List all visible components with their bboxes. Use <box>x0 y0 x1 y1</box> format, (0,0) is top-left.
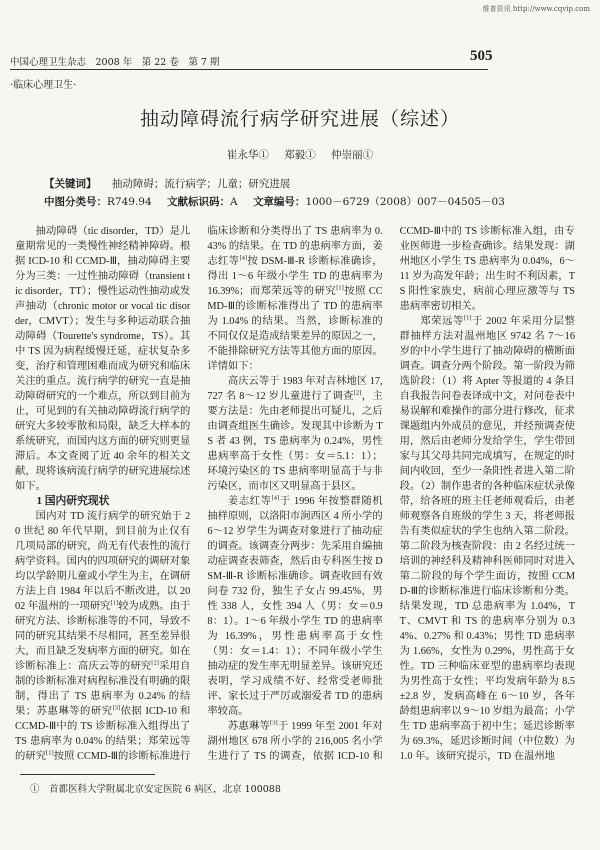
running-header-journal: 中国心理卫生杂志 2008 年 第 22 卷 第 7 期 <box>10 57 220 68</box>
article-number-label: 文章编号： <box>252 196 306 208</box>
footnote-affiliation: ① 首都医科大学附属北京安定医院 6 病区，北京 100088 <box>30 784 281 795</box>
citation-ref: [1] <box>336 284 344 292</box>
citation-ref: [4] <box>271 494 280 502</box>
section-heading: 1 国内研究现状 <box>36 495 110 507</box>
clc-value: R749.94 <box>107 196 152 208</box>
keywords-value: 抽动障碍；流行病学；儿童；研究进展 <box>111 178 291 190</box>
author-list <box>0 147 600 162</box>
header-rule <box>10 69 488 70</box>
paragraph: 高庆云等于 1983 年对吉林地区 17,727 名 8～12 岁儿童进行了调查[2]，主要方法是：先由老师提出可疑儿，之后由调查组医生确诊。发现其中诊断为 TS 者 43 例，TS 患病率为 0.24%，男性患病率高于女性（男：女＝5.1：1）；环境污染区的 TS 患病率明显高于与非污染区，而市区又明显高于县区。 <box>207 376 383 492</box>
doc-code-label: 文献标识码： <box>167 196 230 208</box>
paragraph: 姜志红等[4]于 1996 年按整群随机抽样原则，以洛阳市涧西区 4 所小学的 6～12 岁学生为调查对象进行了抽动症的调查。该调查分两步：先采用自编抽动症调查表筛查，然后由专科医生按 DSM-Ⅲ-R 诊断标准确诊。调查收回有效问卷 732 份，独生子女占 99.45%，男性 338 人，女性 394 人（男：女＝0.98：1）。1～6 年级小学生 TD 的患病率为 16.39%，男性患病率高于女性（男：女＝1.4：1）；不同年级小学生抽动症的发生率无明显差异。该研究还表明，学习成绩不好、经常受老师批评、家长过于严厉或溺爱者 TD 的患病率较高。 <box>207 494 383 717</box>
footnote-rule <box>20 774 155 775</box>
clc-label: 中图分类号： <box>44 196 107 208</box>
citation-ref: [4] <box>239 254 248 262</box>
main-content <box>15 224 575 795</box>
paragraph: 国内对 TD 流行病学的研究始于 20 世纪 80 年代早期，到目前为止仅有几项局部的研究，尚无有代表性的流行病学资料。国内的四项研究的调研对象均以学龄期儿童或小学生为主，在调研方法上自 1984 年以后不断改进，以 2002 年温州的一项研究[1]较为成熟。由于研究方法、诊断标准等的不同，导致不同的研究其结果不尽相同，甚至差异很大，而且缺乏发病率方面的研究。如在诊断标准上：高庆云等的研究[2]采用自制的诊断标准对病程标准没有明确的限制，得出了 TS 患病率为 0.24% 的结果；苏惠琳等的研究[3]依据 ICD-10 和 CCMD-Ⅲ中的 TS 诊断标准入组得出了 TS 患病率为 0.04% 的结果；郑荣远等的研究[1]按照 CCMD-Ⅲ的诊断标准进行临床诊断和分类得出了 TS 患病率为 0.43% 的结果。在 TD 的患病率方面，姜志红等[4]按 DSM-Ⅲ-R 诊断标准确诊，得出 1～6 年级小学生 TD 的患病率为 16.39%；而郑荣远等的研究[1]按照 CCMD-Ⅲ的诊断标准得出了 TD 的患病率为 1.04% 的结果。当然，诊断标准的不同仅仅是造成结果差异的原因之一，不能排除研究方法等其他方面的原因。详情如下： <box>15 226 383 762</box>
citation-ref: [2] <box>151 659 159 667</box>
citation-ref: [3] <box>112 704 121 712</box>
author: 崔永华① <box>226 149 269 161</box>
citation-ref: [2] <box>353 389 362 397</box>
article-title: 抽动障碍流行病学研究进展（综述） <box>139 108 460 130</box>
author: 仲崇丽① <box>331 149 374 161</box>
article-body <box>15 224 575 764</box>
keywords-label: 【关键词】 <box>44 178 97 190</box>
watermark-text: 维普资讯 http://www.cqvip.com <box>482 5 590 13</box>
article-number-value: 1000－6729（2008）007－04505－03 <box>305 196 505 208</box>
page-number: 505 <box>470 48 493 64</box>
citation-ref: [1] <box>110 599 119 607</box>
citation-ref: [1] <box>46 749 54 757</box>
paragraph: 郑荣远等[1]于 2002 年采用分层整群抽样方法对温州地区 9742 名 7～16 岁的中小学生进行了抽动障碍的横断面调查。调查分两个阶段。第一阶段为筛选阶段：（1）将 Apter 等报道的 4 条目自我报告问卷表译成中文，对问卷表中易误解和难操作的部分进行修改，征求课题组内外成员的意见，并经预调查使用，然后由老师分发给学生，学生带回家与其父母共同完成填写，在规定的时间内收回，至少一条阳性者进入第二阶段。（2）制作患者的各种临床症状录像带，给各班的班主任老师观看后，由老师观察各自班级的学生 3 天，将老师报告有类似症状的学生也纳入第二阶段。第二阶段为核查阶段：由 2 名经过统一培训的神经科及精神科医师同时对进入第二阶段的每个学生面访，按照 CCMD-Ⅲ的诊断标准进行临床诊断和分类。结果发现，TD 总患病率为 1.04%，TT、CMVT 和 TS 的患病率分别为 0.34%、0.27% 和 0.43%；男性 TD 患病率为 1.66%，女性为 0.29%，男性高于女性。TD 三种临床亚型的患病率均表现为男性高于女性；平均发病年龄为 8.5±2.8 岁，发病高峰在 6～10 岁，各年龄组患病率以 9～10 岁组为最高；小学生 TD 患病率高于初中生；延迟诊断率为 69.3%，延迟诊断时间（中位数）为 1.0 年。该研究提示，TD 在温州地 <box>399 314 575 762</box>
classification-line <box>44 194 505 209</box>
doc-code-value: A <box>230 196 238 208</box>
author: 郑毅① <box>284 149 316 161</box>
paragraph-intro: 抽动障碍（tic disorder，TD）是儿童期常见的一类慢性神经精神障碍。根据 ICD-10 和 CCMD-Ⅲ，抽动障碍主要分为三类：一过性抽动障碍（transient tic disorder，TT）；慢性运动性抽动或发声抽动（chronic motor or vocal tic disorder，CMVT）；发生与多种运动联合抽动障碍（Tourette's syndrome，TS）。其中 TS 因为病程缓慢迁延，症状复杂多变，治疗和管理困难而成为研究和临床关注的重点。流行病学的研究一直是抽动障碍研究的一个难点，所以到目前为止，可见到的有关抽动障碍流行病学的研究大多较零散和局限，缺乏大样本的系统研究，而国内这方面的研究则更显滞后。本文查阅了近 40 余年的相关文献，现将该病流行病学的研究进展综述如下。 <box>15 226 191 492</box>
paragraph: 苏惠琳等[3]于 1999 年至 2001 年对湖州地区 678 所小学的 216,005 名小学生进行了 TS 的调查，依据 ICD-10 和 CCMD-Ⅲ中的 TS 诊断标准入组，由专业医师进一步检查确诊。结果发现：湖州地区小学生 TS 患病率为 0.04%，6～11 岁为高发年龄；出生时不利因素，TS 阳性家族史，病前心理应激等与 TS 患病率密切相关。 <box>207 226 575 762</box>
citation-ref: [1] <box>463 314 472 322</box>
citation-ref: [3] <box>270 719 278 727</box>
section-label: ·临床心理卫生· <box>10 80 77 91</box>
keywords <box>44 176 290 191</box>
